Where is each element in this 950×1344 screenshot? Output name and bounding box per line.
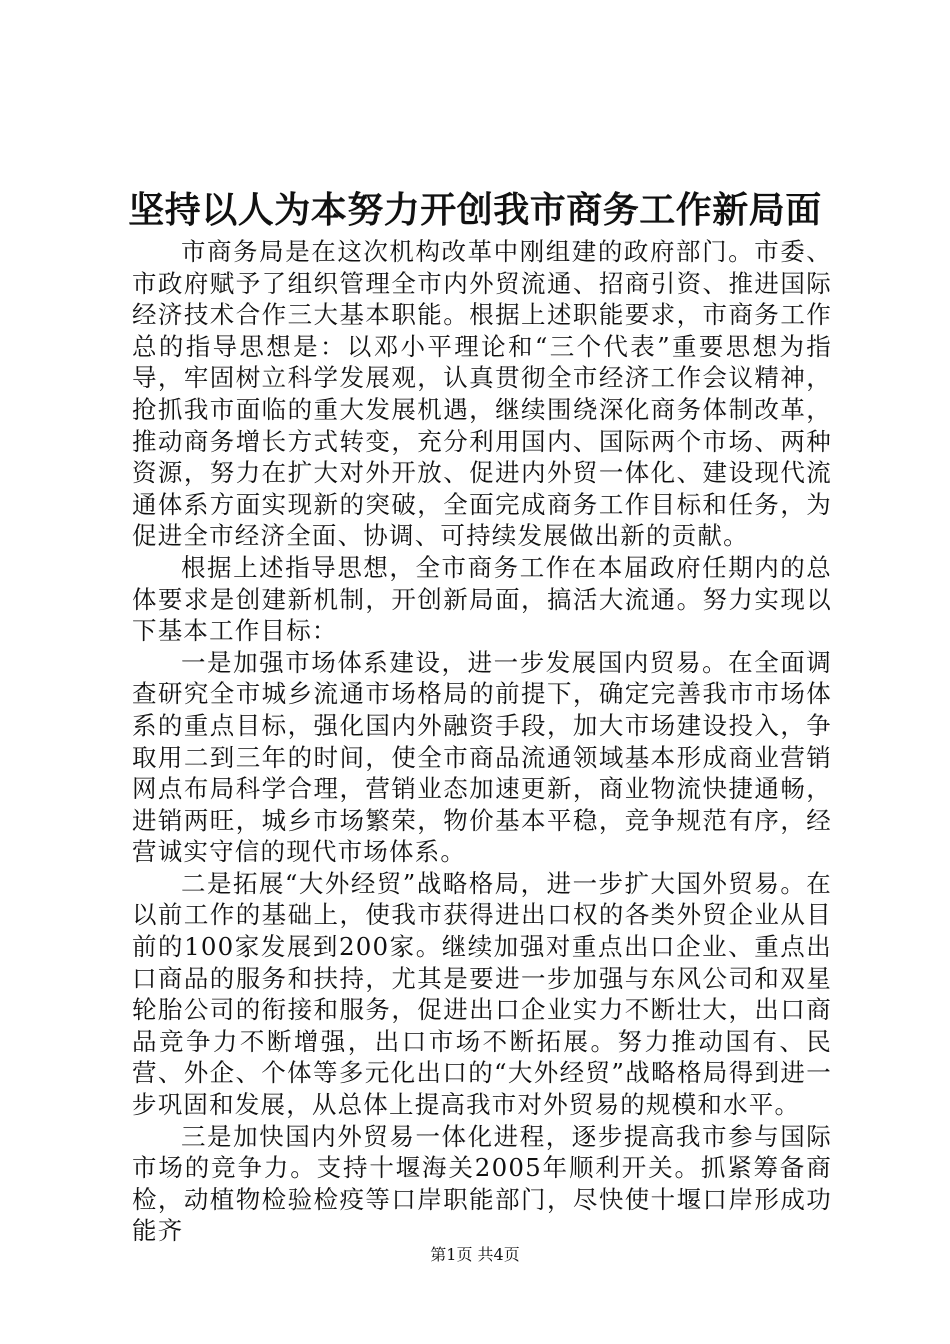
paragraph: 三是加快国内外贸易一体化进程，逐步提高我市参与国际市场的竞争力。支持十堰海关2005年顺利开关。抓紧筹备商检，动植物检验检疫等口岸职能部门，尽快使十堰口岸形成功能齐 — [132, 1121, 832, 1246]
paragraph: 二是拓展“大外经贸”战略格局，进一步扩大国外贸易。在以前工作的基础上，使我市获得进出口权的各类外贸企业从目前的100家发展到200家。继续加强对重点出口企业、重点出口商品的服务和扶持，尤其是要进一步加强与东风公司和双星轮胎公司的衔接和服务，促进出口企业实力不断壮大，出口商品竞争力不断增强，出口市场不断拓展。努力推动国有、民营、外企、个体等多元化出口的“大外经贸”战略格局得到进一步巩固和发展，从总体上提高我市对外贸易的规模和水平。 — [132, 868, 832, 1120]
paragraph: 一是加强市场体系建设，进一步发展国内贸易。在全面调查研究全市城乡流通市场格局的前提下，确定完善我市市场体系的重点目标，强化国内外融资手段，加大市场建设投入，争取用二到三年的时间，使全市商品流通领域基本形成商业营销网点布局科学合理，营销业态加速更新，商业物流快捷通畅，进销两旺，城乡市场繁荣，物价基本平稳，竞争规范有序，经营诚实守信的现代市场体系。 — [132, 647, 832, 867]
page-number: 第1页 共4页 — [430, 1245, 520, 1264]
paragraph: 市商务局是在这次机构改革中刚组建的政府部门。市委、市政府赋予了组织管理全市内外贸流通、招商引资、推进国际经济技术合作三大基本职能。根据上述职能要求，市商务工作总的指导思想是：以邓小平理论和“三个代表”重要思想为指导，牢固树立科学发展观，认真贯彻全市经济工作会议精神，抢抓我市面临的重大发展机遇，继续围绕深化商务体制改革，推动商务增长方式转变，充分利用国内、国际两个市场、两种资源，努力在扩大对外开放、促进内外贸一体化、建设现代流通体系方面实现新的突破，全面完成商务工作目标和任务，为促进全市经济全面、协调、可持续发展做出新的贡献。 — [132, 237, 832, 551]
paragraph: 根据上述指导思想，全市商务工作在本届政府任期内的总体要求是创建新机制，开创新局面，搞活大流通。努力实现以下基本工作目标： — [132, 552, 832, 646]
document-title: 坚持以人为本努力开创我市商务工作新局面 — [128, 189, 822, 231]
document-body — [132, 236, 832, 1247]
page-footer — [0, 1244, 950, 1266]
